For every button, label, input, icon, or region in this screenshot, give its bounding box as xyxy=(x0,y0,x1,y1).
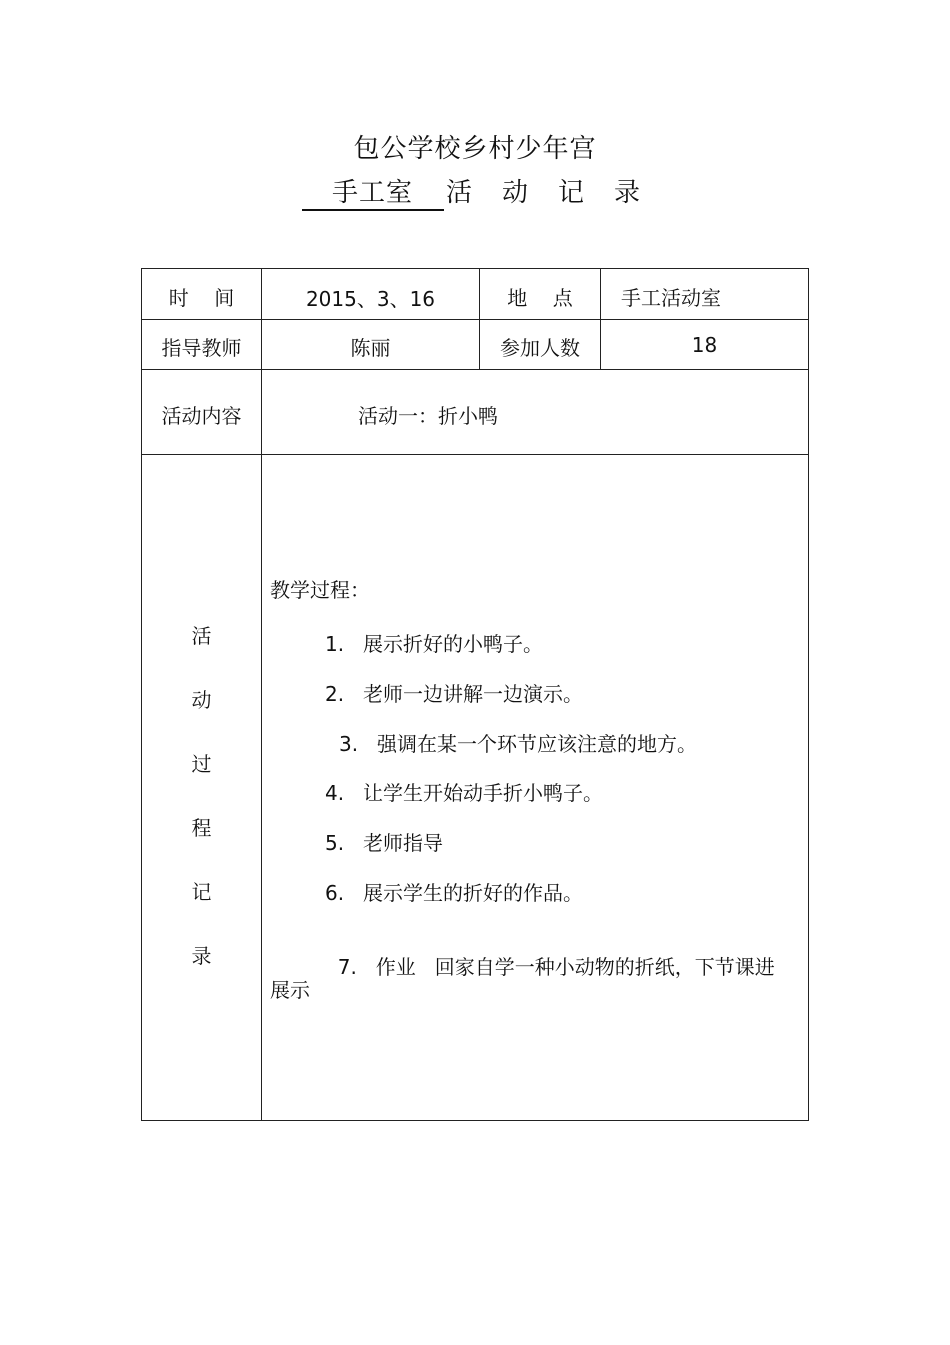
step-text: 老师一边讲解一边演示。 xyxy=(363,682,583,706)
process-label-char: 过 xyxy=(191,752,212,776)
process-heading: 教学过程： xyxy=(270,578,370,602)
teacher-value: 陈丽 xyxy=(350,336,391,360)
place-value: 手工活动室 xyxy=(621,286,721,310)
step-text: 作业 回家自学一种小动物的折纸，下节课进 xyxy=(375,955,775,979)
table-border-right xyxy=(808,268,809,1121)
table-divider xyxy=(141,454,809,455)
process-label-char: 程 xyxy=(191,816,212,840)
process-label-char: 记 xyxy=(191,880,212,904)
place-label: 地 点 xyxy=(507,286,573,310)
step-number: 1. xyxy=(325,632,345,656)
step-text: 老师指导 xyxy=(363,831,443,855)
step-item xyxy=(325,628,543,657)
process-label-char: 动 xyxy=(191,688,212,712)
step-continuation: 展示 xyxy=(270,978,310,1002)
room-name: 手工室 xyxy=(302,172,444,211)
process-label-char: 录 xyxy=(191,944,212,968)
count-label: 参加人数 xyxy=(500,336,580,360)
teacher-label: 指导教师 xyxy=(161,336,242,360)
step-text: 展示学生的折好的作品。 xyxy=(363,881,583,905)
time-value: 2015、3、16 xyxy=(305,287,436,311)
step-number: 7. xyxy=(337,955,357,979)
table-divider xyxy=(141,319,809,320)
step-item xyxy=(325,827,443,856)
table-divider xyxy=(141,369,809,370)
record-title xyxy=(302,172,670,211)
step-text: 强调在某一个环节应该注意的地方。 xyxy=(377,732,697,756)
record-title-text: 活动记录 xyxy=(446,178,671,208)
content-value: 活动一：折小鸭 xyxy=(358,404,498,428)
step-number: 5. xyxy=(325,831,345,855)
step-item xyxy=(325,927,775,980)
step-item xyxy=(325,777,603,806)
process-label-char: 活 xyxy=(191,624,212,648)
step-number: 2. xyxy=(325,682,345,706)
step-text: 让学生开始动手折小鸭子。 xyxy=(363,781,603,805)
time-label: 时 间 xyxy=(168,286,235,310)
step-item xyxy=(339,728,697,757)
step-item xyxy=(325,877,583,906)
step-number: 3. xyxy=(339,732,359,756)
step-number: 6. xyxy=(325,881,345,905)
table-divider-vertical xyxy=(261,268,262,1121)
step-item xyxy=(325,678,583,707)
school-title: 包公学校乡村少年宫 xyxy=(353,134,597,164)
process-record-label xyxy=(142,620,261,1004)
table-border-top xyxy=(141,268,809,269)
table-border-bottom xyxy=(141,1120,809,1121)
content-label: 活动内容 xyxy=(161,404,242,428)
step-number: 4. xyxy=(325,781,345,805)
step-text: 展示折好的小鸭子。 xyxy=(363,632,543,656)
count-value: 18 xyxy=(691,333,718,357)
